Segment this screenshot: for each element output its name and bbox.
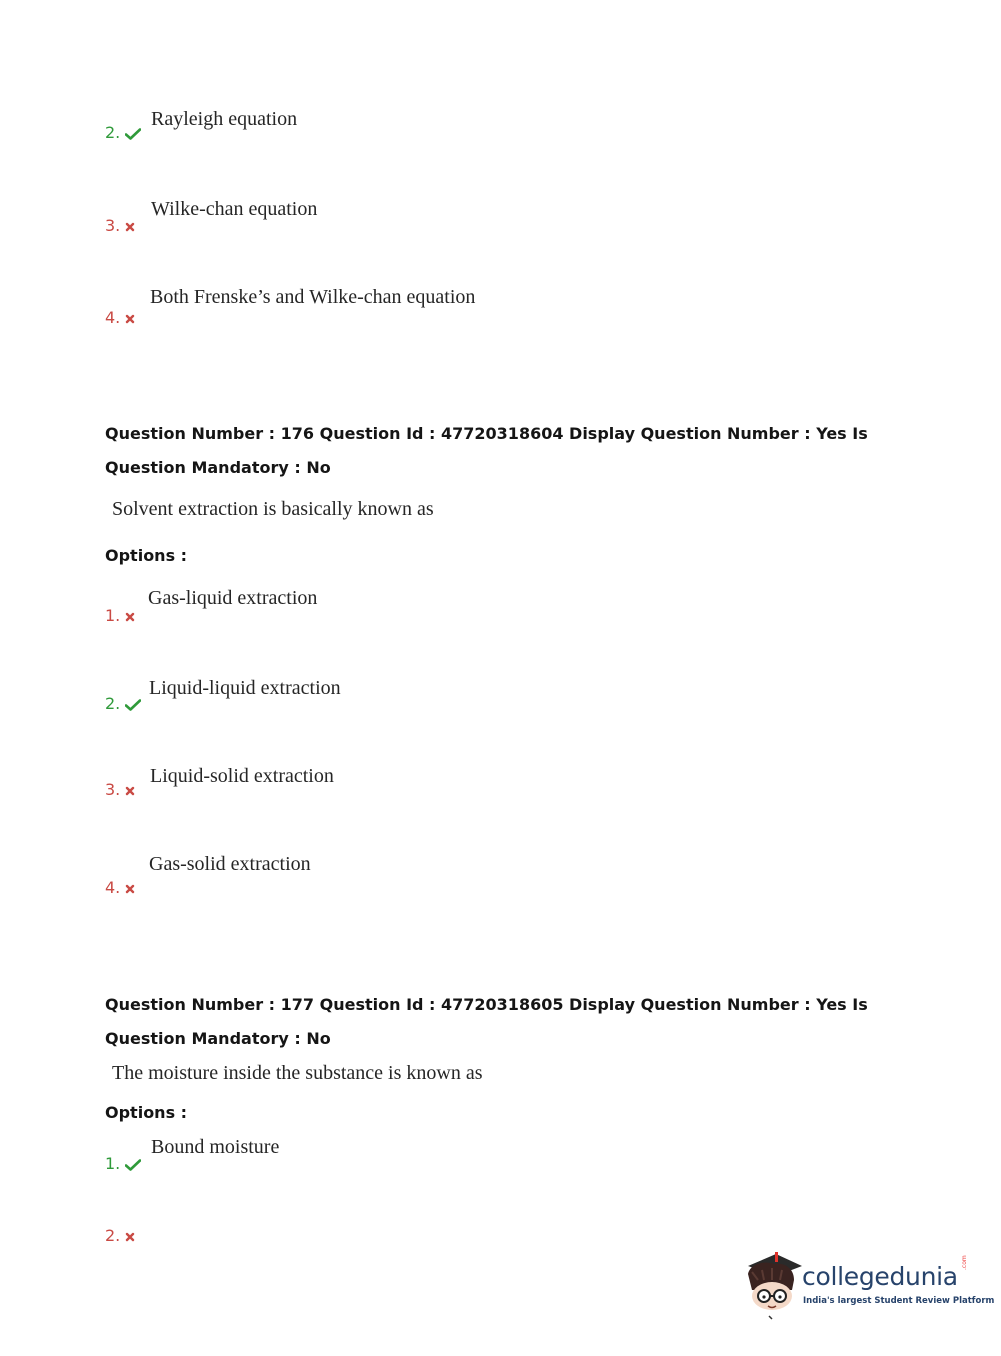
cross-icon bbox=[125, 612, 135, 622]
option-number: 4. bbox=[105, 878, 135, 898]
question-meta: Question Number : 177 Question Id : 47720318605 Display Question Number : Yes Is Question Mandatory : No bbox=[105, 995, 868, 1048]
check-icon bbox=[125, 128, 141, 140]
cross-icon bbox=[125, 222, 135, 232]
option-text: Both Frenske’s and Wilke-chan equation bbox=[150, 286, 476, 308]
logo-tagline: India's largest Student Review Platform bbox=[803, 1296, 995, 1306]
options-label: Options : bbox=[105, 546, 188, 565]
question-meta: Question Number : 176 Question Id : 47720318604 Display Question Number : Yes Is Question Mandatory : No bbox=[105, 424, 868, 477]
question-text: Solvent extraction is basically known as bbox=[112, 498, 434, 520]
option-number: 2. bbox=[105, 694, 141, 714]
collegedunia-logo bbox=[742, 1250, 995, 1320]
option-text: Liquid-solid extraction bbox=[150, 765, 334, 787]
option-number: 4. bbox=[105, 308, 135, 328]
option-text: Liquid-liquid extraction bbox=[149, 677, 341, 699]
mascot-icon bbox=[742, 1250, 804, 1320]
option-number: 3. bbox=[105, 780, 135, 800]
option-text: Wilke-chan equation bbox=[151, 198, 318, 220]
check-icon bbox=[125, 699, 141, 711]
option-text: Gas-liquid extraction bbox=[148, 587, 318, 609]
option-text: Gas-solid extraction bbox=[149, 853, 311, 875]
logo-suffix: .com bbox=[961, 1255, 968, 1270]
cross-icon bbox=[125, 884, 135, 894]
option-number: 1. bbox=[105, 606, 135, 626]
option-number: 1. bbox=[105, 1154, 141, 1174]
option-text: Rayleigh equation bbox=[151, 108, 298, 130]
cross-icon bbox=[125, 786, 135, 796]
cross-icon bbox=[125, 314, 135, 324]
check-icon bbox=[125, 1159, 141, 1171]
cross-icon bbox=[125, 1232, 135, 1242]
option-number: 2. bbox=[105, 1226, 135, 1246]
options-label: Options : bbox=[105, 1103, 188, 1122]
option-number: 2. bbox=[105, 123, 141, 143]
option-text: Bound moisture bbox=[151, 1136, 280, 1158]
question-text: The moisture inside the substance is known as bbox=[112, 1062, 483, 1084]
option-number: 3. bbox=[105, 216, 135, 236]
logo-wordmark: collegedunia bbox=[802, 1262, 958, 1291]
